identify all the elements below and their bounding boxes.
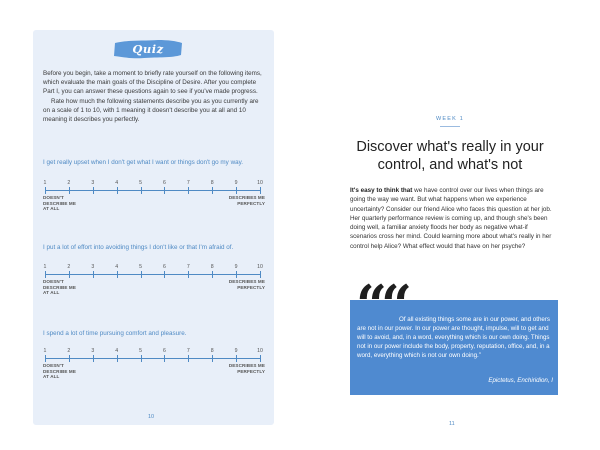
scale-number: 6 <box>162 348 166 354</box>
scale-tick[interactable] <box>236 271 237 278</box>
scale-high-label: DESCRIBES ME PERFECTLY <box>228 279 265 290</box>
week-divider <box>440 126 460 127</box>
scale-number: 1 <box>43 180 47 186</box>
scale-tick[interactable] <box>260 271 261 278</box>
scale-number: 9 <box>234 264 238 270</box>
quote-mark-icon: ““ <box>356 273 407 337</box>
scale-tick[interactable] <box>188 187 189 194</box>
body-paragraph <box>350 186 555 251</box>
scale-number: 7 <box>186 348 190 354</box>
scale-number: 2 <box>67 264 71 270</box>
page-number-right: 11 <box>449 421 455 427</box>
scale-number: 10 <box>257 348 263 354</box>
scale-tick[interactable] <box>45 271 46 278</box>
scale-tick[interactable] <box>212 187 213 194</box>
quiz-title: Quiz <box>132 42 164 56</box>
scale-tick[interactable] <box>45 187 46 194</box>
scale-number: 5 <box>139 348 142 354</box>
scale-number: 2 <box>67 348 71 354</box>
scale-tick[interactable] <box>260 187 261 194</box>
scale-number: 1 <box>43 264 47 270</box>
scale-number: 3 <box>91 348 95 354</box>
intro-paragraph-2: Rate how much the following statements describe you as you currently are on a scale of 1 to 10, with 1 meaning it doesn't describe you at all and 10 meaning it describes you perfectly. <box>43 97 259 124</box>
scale-number: 1 <box>43 348 47 354</box>
quiz-header-badge <box>112 38 184 60</box>
scale-tick[interactable] <box>93 187 94 194</box>
rating-scale-3 <box>43 348 265 388</box>
scale-number: 2 <box>67 180 71 186</box>
scale-high-label: DESCRIBES ME PERFECTLY <box>228 363 265 374</box>
scale-tick[interactable] <box>164 271 165 278</box>
scale-line <box>45 190 260 191</box>
scale-high-label: DESCRIBES ME PERFECTLY <box>228 195 265 206</box>
scale-low-label: DOESN'T DESCRIBE ME AT ALL <box>43 363 77 380</box>
scale-number: 7 <box>186 180 190 186</box>
scale-number: 9 <box>234 180 238 186</box>
scale-tick[interactable] <box>141 355 142 362</box>
quote-text: Of all existing things some are in our power, and others are not in our power. In our power are thought, impulse, will to get and will to avoid, and, in a word, everything which is our own doing. Things not in our power include the body, property, reputation, office, and, in a word, everything which is not our own doing.” <box>357 316 550 359</box>
scale-number: 6 <box>162 264 166 270</box>
quiz-question-1: I get really upset when I don't get what I want or things don't go my way. <box>43 159 244 166</box>
scale-number: 4 <box>115 264 119 270</box>
scale-number: 5 <box>139 264 142 270</box>
scale-tick[interactable] <box>117 271 118 278</box>
body-lead: It's easy to think that <box>350 187 413 194</box>
rating-scale-1 <box>43 180 265 220</box>
scale-tick[interactable] <box>93 355 94 362</box>
scale-number: 8 <box>210 348 214 354</box>
scale-tick[interactable] <box>93 271 94 278</box>
scale-tick[interactable] <box>141 187 142 194</box>
scale-number: 4 <box>115 180 119 186</box>
quiz-question-3: I spend a lot of time pursuing comfort and pleasure. <box>43 330 187 337</box>
scale-tick[interactable] <box>69 355 70 362</box>
scale-number: 4 <box>115 348 119 354</box>
quote-attribution: Epictetus, Enchiridion, I <box>488 377 553 384</box>
scale-tick[interactable] <box>212 355 213 362</box>
scale-tick[interactable] <box>164 355 165 362</box>
intro-paragraph-1: Before you begin, take a moment to briefly rate yourself on the following items, which evaluate the main goals of the Discipline of Desire. After you complete Part I, you can answer these questions again to see if you've made progress. <box>43 70 262 96</box>
scale-tick[interactable] <box>212 271 213 278</box>
scale-low-label: DOESN'T DESCRIBE ME AT ALL <box>43 195 77 212</box>
scale-number: 7 <box>186 264 190 270</box>
quiz-intro <box>43 69 265 124</box>
scale-tick[interactable] <box>69 271 70 278</box>
scale-low-label: DOESN'T DESCRIBE ME AT ALL <box>43 279 77 296</box>
scale-number: 6 <box>162 180 166 186</box>
scale-tick[interactable] <box>141 271 142 278</box>
scale-tick[interactable] <box>236 355 237 362</box>
scale-tick[interactable] <box>236 187 237 194</box>
scale-number: 3 <box>91 180 95 186</box>
week-label: WEEK 1 <box>436 116 464 122</box>
scale-number: 10 <box>257 264 263 270</box>
rating-scale-2 <box>43 264 265 304</box>
chapter-title: Discover what's really in your control, and what's not <box>356 139 544 173</box>
scale-tick[interactable] <box>188 271 189 278</box>
scale-number: 8 <box>210 180 214 186</box>
scale-tick[interactable] <box>45 355 46 362</box>
scale-number: 3 <box>91 264 95 270</box>
scale-tick[interactable] <box>69 187 70 194</box>
scale-line <box>45 274 260 275</box>
scale-number: 10 <box>257 180 263 186</box>
scale-number: 5 <box>139 180 142 186</box>
scale-tick[interactable] <box>117 187 118 194</box>
scale-tick[interactable] <box>164 187 165 194</box>
scale-tick[interactable] <box>117 355 118 362</box>
scale-tick[interactable] <box>260 355 261 362</box>
body-rest: we have control over our lives when things are going the way we want. But what happens when we experience uncertainty? Consider our friend Alice who faces this question at her job. Her quarterly performance review is coming up, and though she's been doing well, a familiar anxiety floods her body as negative what-if scenarios cross her mind. Could learning more about what's really in her control help Alice? What effect would that have on her psyche? <box>350 187 552 250</box>
page-number-left: 10 <box>148 414 155 420</box>
scale-line <box>45 358 260 359</box>
scale-tick[interactable] <box>188 355 189 362</box>
scale-number: 8 <box>210 264 214 270</box>
quiz-question-2: I put a lot of effort into avoiding things I don't like or that I'm afraid of. <box>43 244 234 251</box>
scale-number: 9 <box>234 348 238 354</box>
